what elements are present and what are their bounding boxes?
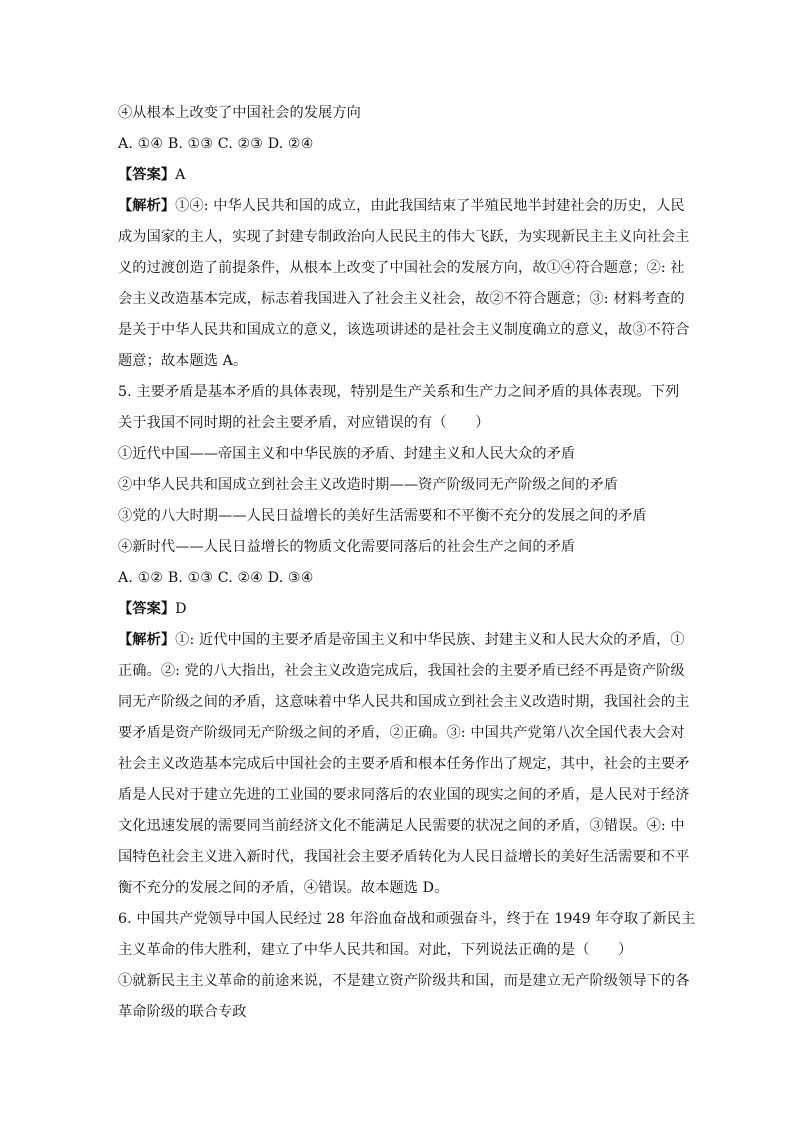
option-line: ①就新民主主义革命的前途来说，不是建立资产阶级共和国，而是建立无产阶级领导下的各 xyxy=(118,973,690,989)
q6-stem xyxy=(118,904,696,966)
analysis-line: 要矛盾是资产阶级同无产阶级之间的矛盾，②正确。③: 中国共产党第八次全国代表大会对 xyxy=(118,725,685,741)
analysis-tag: 【解析】 xyxy=(118,632,176,648)
q5-option-4: ④新时代——人民日益增长的物质文化需要同落后的社会生产之间的矛盾 xyxy=(118,539,576,555)
q5-analysis xyxy=(118,625,690,904)
analysis-line: 文化迅速发展的需要同当前经济文化不能满足人民需要的状况之间的矛盾，③错误。④: 中 xyxy=(118,818,685,834)
analysis-line: 衡不充分的发展之间的矛盾，④错误。故本题选 D。 xyxy=(118,880,449,896)
q6-option-1 xyxy=(118,966,690,1028)
analysis-line: 题意；故本题选 A。 xyxy=(118,353,248,369)
answer-tag: 【答案】 xyxy=(118,601,176,617)
analysis-line: 社会主义改造基本完成后中国社会的主要矛盾和根本任务作出了规定，其中，社会的主要矛 xyxy=(118,756,690,772)
answer-value: A xyxy=(175,167,186,183)
analysis-line: 同无产阶级之间的矛盾，这意味着中华人民共和国成立到社会主义改造时期，我国社会的主 xyxy=(118,694,690,710)
document-page xyxy=(118,98,696,1028)
q5-choices: A. ①② B. ①③ C. ②④ D. ③④ xyxy=(118,570,314,586)
answer-value: D xyxy=(175,601,187,617)
stem-line: 5. 主要矛盾是基本矛盾的具体表现，特别是生产关系和生产力之间矛盾的具体表现。下列 xyxy=(118,384,680,400)
analysis-line: 会主义改造基本完成，标志着我国进入了社会主义社会，故②不符合题意；③: 材料考查的 xyxy=(118,291,685,307)
q4-analysis xyxy=(118,191,690,377)
q4-choices: A. ①④ B. ①③ C. ②③ D. ②④ xyxy=(118,136,314,152)
option-line: 革命阶级的联合专政 xyxy=(118,1004,247,1020)
analysis-line: 是关于中华人民共和国成立的意义，该选项讲述的是社会主义制度确立的意义，故③不符合 xyxy=(118,322,690,338)
analysis-line: 【解析】①: 近代中国的主要矛盾是帝国主义和中华民族、封建主义和人民大众的矛盾，① xyxy=(118,632,685,648)
stem-line: 6. 中国共产党领导中国人民经过 28 年浴血奋战和顽强奋斗，终于在 1949 年夺取了新民主 xyxy=(118,911,696,927)
q5-stem xyxy=(118,377,678,439)
stem-line: 关于我国不同时期的社会主要矛盾，对应错误的有（ ） xyxy=(118,415,490,431)
q4-option-4: ④从根本上改变了中国社会的发展方向 xyxy=(118,105,361,121)
q5-option-3: ③党的八大时期——人民日益增长的美好生活需要和不平衡不充分的发展之间的矛盾 xyxy=(118,508,647,524)
q5-option-2: ②中华人民共和国成立到社会主义改造时期——资产阶级同无产阶级之间的矛盾 xyxy=(118,477,619,493)
analysis-tag: 【解析】 xyxy=(118,198,176,214)
q5-option-1: ①近代中国——帝国主义和中华民族的矛盾、封建主义和人民大众的矛盾 xyxy=(118,446,576,462)
q4-answer xyxy=(118,160,678,191)
analysis-line: 正确。②: 党的八大指出，社会主义改造完成后，我国社会的主要矛盾已经不再是资产阶级 xyxy=(118,663,685,679)
analysis-line: 成为国家的主人，实现了封建专制政治向人民民主的伟大飞跃，为实现新民主主义向社会主 xyxy=(118,229,690,245)
q5-answer xyxy=(118,594,678,625)
analysis-line: 盾是人民对于建立先进的工业国的要求同落后的农业国的现实之间的矛盾，是人民对于经济 xyxy=(118,787,690,803)
analysis-line: 【解析】①④: 中华人民共和国的成立，由此我国结束了半殖民地半封建社会的历史，人民 xyxy=(118,198,685,214)
analysis-line: 义的过渡创造了前提条件，从根本上改变了中国社会的发展方向，故①④符合题意；②: 社 xyxy=(118,260,685,276)
analysis-line: 国特色社会主义进入新时代，我国社会主要矛盾转化为人民日益增长的美好生活需要和不平 xyxy=(118,849,690,865)
answer-tag: 【答案】 xyxy=(118,167,176,183)
stem-line: 主义革命的伟大胜利，建立了中华人民共和国。对此，下列说法正确的是（ ） xyxy=(118,942,633,958)
